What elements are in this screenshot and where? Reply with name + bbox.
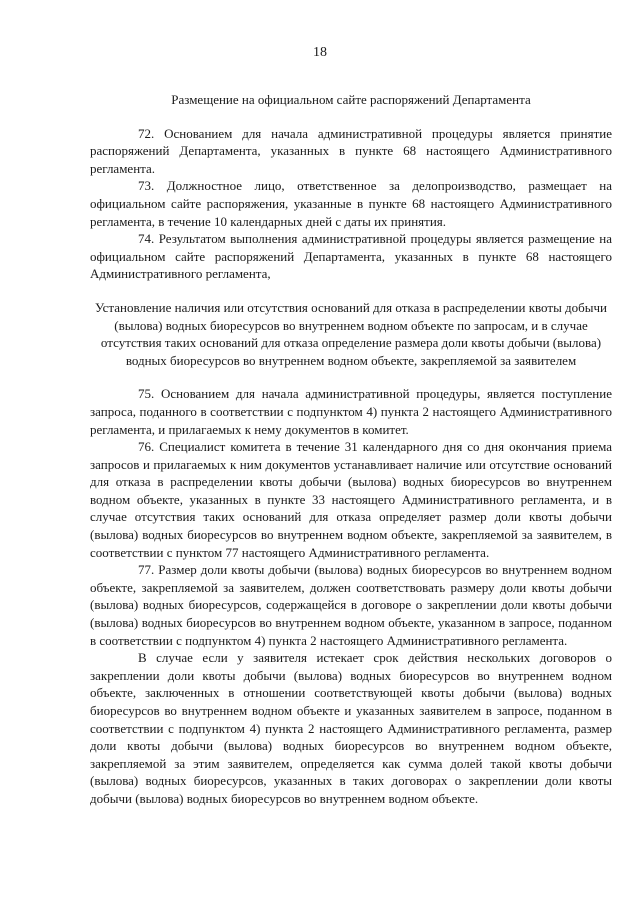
paragraph-72: 72. Основанием для начала административной процедуры является принятие распоряжений Департамента, указанных в пункте 68 настоящего Административного регламента. bbox=[90, 125, 612, 176]
paragraph-75: 75. Основанием для начала административной процедуры, является поступление запроса, поданного в соответствии с подпунктом 4) пункта 2 настоящего Административного регламента, и прилагаемых к нему документов в комитет. bbox=[90, 386, 612, 437]
paragraph-74: 74. Результатом выполнения административной процедуры является размещение на официальном сайте распоряжений Департамента, указанных в пункте 68 настоящего Административного регламента, bbox=[90, 231, 612, 282]
paragraph-77-continuation: В случае если у заявителя истекает срок действия нескольких договоров о закреплении доли квоты добычи (вылова) водных биоресурсов во внутреннем водном объекте, заключенных в отношении соответствующей квоты добычи (вылова) водных биоресурсов во внутреннем водном объекте и указанных заявителем в запросе, поданном в соответствии с подпунктом 4) пункта 2 настоящего Административного регламента, размер доли квоты добычи (вылова) водных биоресурсов во внутреннем водном объекте, закрепляемой за этим заявителем, определяется как сумма долей такой квоты добычи (вылова) водных биоресурсов, указанных в таких договорах о закреплении доли квоты добычи (вылова) водных биоресурсов во внутреннем водном объекте. bbox=[90, 650, 612, 806]
paragraph-73: 73. Должностное лицо, ответственное за делопроизводство, размещает на официальном сайте распоряжения, указанные в пункте 68 настоящего Административного регламента, в течение 10 календарных дней с даты их принятия. bbox=[90, 178, 612, 229]
paragraph-76: 76. Специалист комитета в течение 31 календарного дня со дня окончания приема запросов и прилагаемых к ним документов устанавливает наличие или отсутствие оснований для отказа в распределении квоты добычи (вылова) водных биоресурсов во внутреннем водном объекте, указанных в пункте 33 настоящего Административного регламента, и в случае отсутствия таких оснований для отказа определяет размер доли квоты добычи (вылова) водных биоресурсов во внутреннем водном объекте, закрепляемой за заявителем, в соответствии с пунктом 77 настоящего Административного регламента. bbox=[90, 439, 612, 560]
section-title-publication: Размещение на официальном сайте распоряжений Департамента bbox=[171, 92, 531, 107]
page-content bbox=[90, 91, 612, 808]
page-number: 18 bbox=[313, 45, 327, 60]
section-title-quota-determination: Установление наличия или отсутствия оснований для отказа в распределении квоты добычи (вылова) водных биоресурсов во внутреннем водном объекте по запросам, и в случае отсутствия таких оснований для отказа определение размера доли квоты добычи (вылова) водных биоресурсов во внутреннем водном объекте, закрепляемой за заявителем bbox=[94, 299, 608, 368]
paragraph-77: 77. Размер доли квоты добычи (вылова) водных биоресурсов во внутреннем водном объекте, закрепляемой за заявителем, должен соответствовать размеру доли квоты добычи (вылова) водных биоресурсов, содержащейся в договоре о закреплении доли квоты добычи (вылова) водных биоресурсов во внутреннем водном объекте, указанном в запросе, поданном в соответствии с подпунктом 4) пункта 2 настоящего Административного регламента. bbox=[90, 562, 612, 648]
